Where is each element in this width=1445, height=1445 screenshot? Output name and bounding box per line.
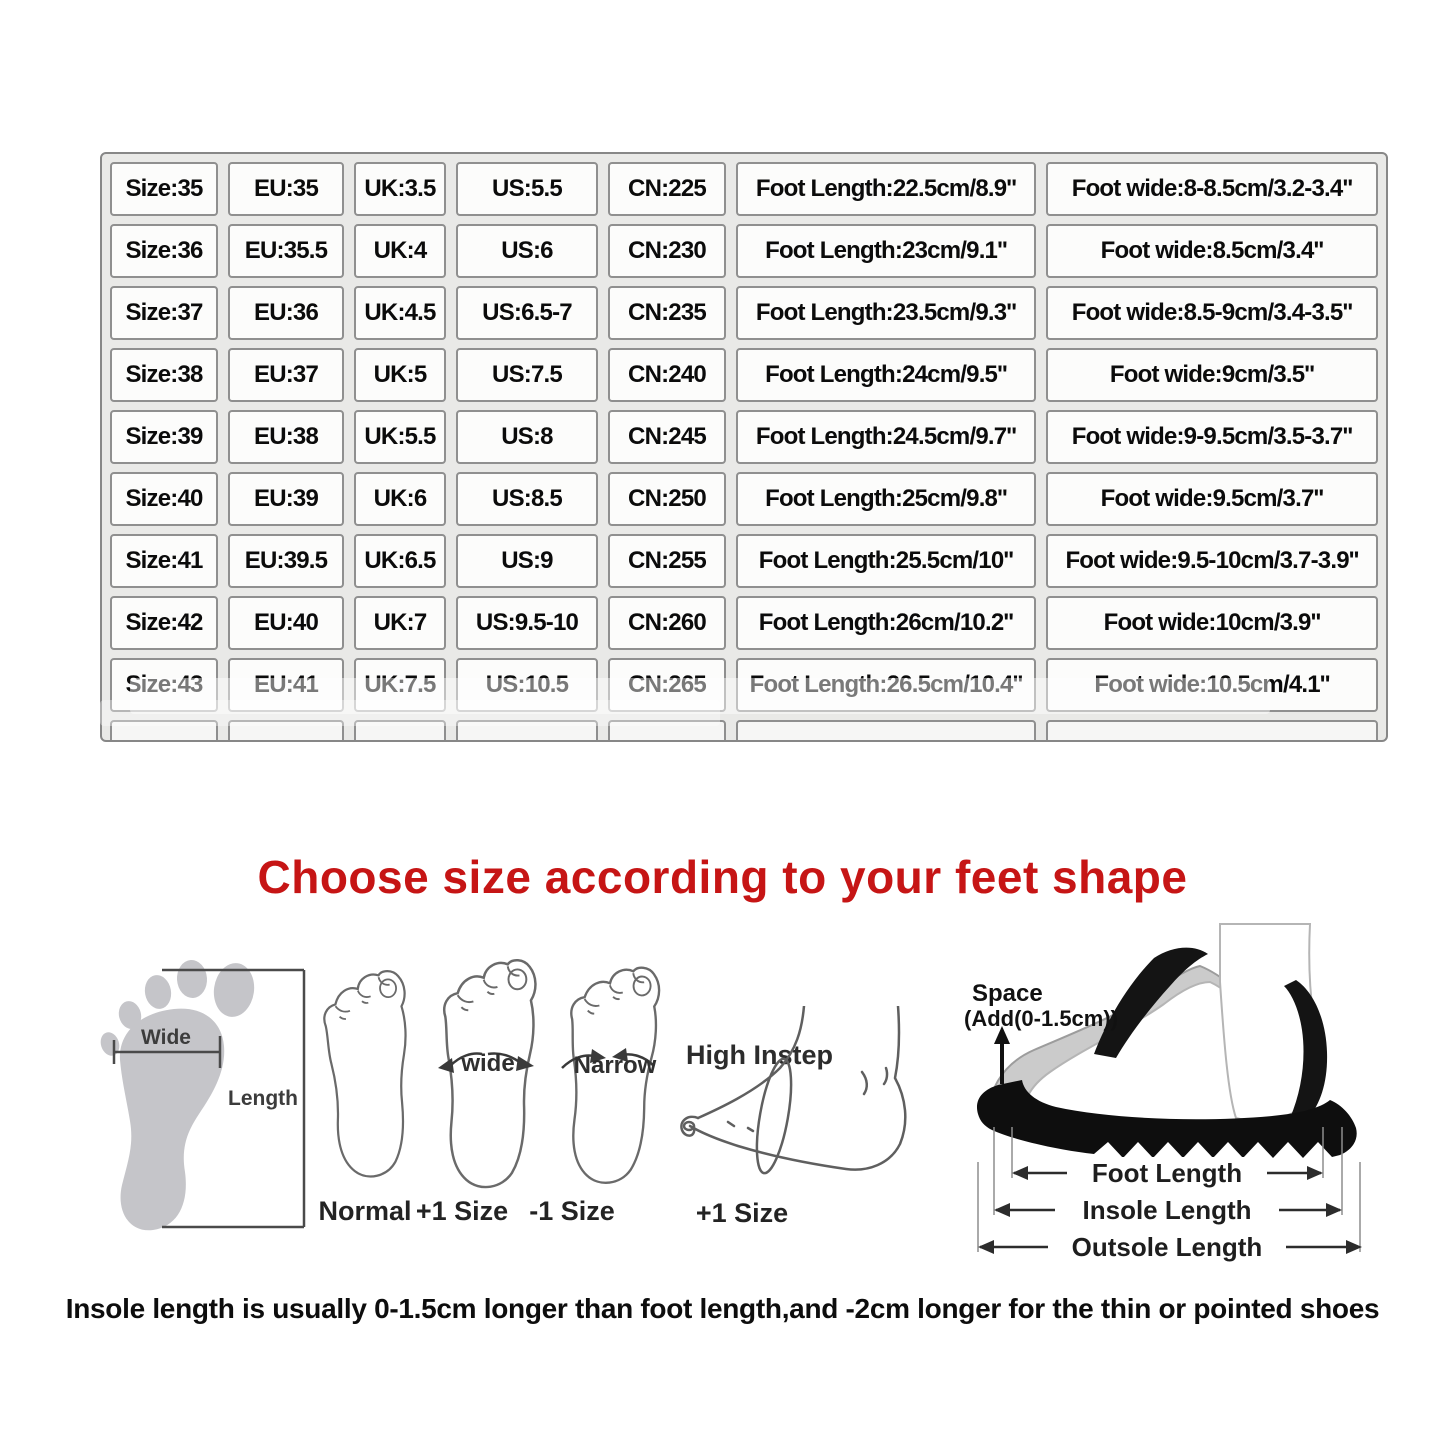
cell-foot_wide: Foot wide:8.5cm/3.4'' [1046, 224, 1378, 278]
cell-uk: UK:4.5 [354, 286, 446, 340]
cell-us: US:8 [456, 410, 598, 464]
foot-caption-minus1: -1 Size [529, 1196, 615, 1226]
cell-foot_length: Foot Length:22.5cm/8.9'' [736, 162, 1036, 216]
cell-foot_wide: Foot wide:10.5cm/4.1'' [1046, 658, 1378, 712]
cell-foot_wide: Foot wide:9cm/3.5'' [1046, 348, 1378, 402]
cell-uk: UK:7.5 [354, 658, 446, 712]
cell-cn: CN:240 [608, 348, 726, 402]
wide-label: Wide [141, 1026, 191, 1049]
cell-partial [736, 720, 1036, 742]
cell-foot_wide: Foot wide:10cm/3.9'' [1046, 596, 1378, 650]
space-note: (Add(0-1.5cm)) [964, 1006, 1119, 1031]
cell-foot_wide: Foot wide:8-8.5cm/3.2-3.4'' [1046, 162, 1378, 216]
cell-cn: CN:245 [608, 410, 726, 464]
cell-partial [1046, 720, 1378, 742]
foot-length-label: Foot Length [1067, 1157, 1267, 1189]
cell-uk: UK:6 [354, 472, 446, 526]
cell-eu: EU:39.5 [228, 534, 344, 588]
cell-foot_wide: Foot wide:9.5-10cm/3.7-3.9'' [1046, 534, 1378, 588]
size-table [100, 152, 1388, 742]
cell-foot_length: Foot Length:25cm/9.8'' [736, 472, 1036, 526]
cell-foot_length: Foot Length:25.5cm/10'' [736, 534, 1036, 588]
cell-foot_length: Foot Length:24cm/9.5'' [736, 348, 1036, 402]
cell-foot_length: Foot Length:23.5cm/9.3'' [736, 286, 1036, 340]
cell-us: US:7.5 [456, 348, 598, 402]
cell-eu: EU:41 [228, 658, 344, 712]
cell-partial [608, 720, 726, 742]
cell-eu: EU:40 [228, 596, 344, 650]
cell-foot_length: Foot Length:24.5cm/9.7'' [736, 410, 1036, 464]
cell-us: US:8.5 [456, 472, 598, 526]
cell-foot_wide: Foot wide:9-9.5cm/3.5-3.7'' [1046, 410, 1378, 464]
cell-size: Size:40 [110, 472, 218, 526]
size-table-grid [110, 162, 1378, 742]
cell-eu: EU:36 [228, 286, 344, 340]
length-label: Length [228, 1087, 298, 1110]
cell-us: US:5.5 [456, 162, 598, 216]
heading-text: Choose size according to your feet shape [257, 851, 1188, 903]
cell-size: Size:37 [110, 286, 218, 340]
high-instep-annotation: High Instep [686, 1040, 833, 1070]
cell-uk: UK:6.5 [354, 534, 446, 588]
cell-cn: CN:265 [608, 658, 726, 712]
cell-cn: CN:250 [608, 472, 726, 526]
cell-size: Size:39 [110, 410, 218, 464]
cell-cn: CN:225 [608, 162, 726, 216]
cell-eu: EU:35.5 [228, 224, 344, 278]
cell-eu: EU:38 [228, 410, 344, 464]
cell-eu: EU:39 [228, 472, 344, 526]
footprint-diagram [96, 952, 326, 1247]
foot-caption-normal: Normal [318, 1196, 412, 1226]
cell-foot_wide: Foot wide:8.5-9cm/3.4-3.5'' [1046, 286, 1378, 340]
insole-length-label: Insole Length [1055, 1194, 1279, 1226]
cell-us: US:6.5-7 [456, 286, 598, 340]
cell-cn: CN:235 [608, 286, 726, 340]
cell-cn: CN:230 [608, 224, 726, 278]
cell-partial [354, 720, 446, 742]
cell-partial [110, 720, 218, 742]
cell-size: Size:35 [110, 162, 218, 216]
cell-uk: UK:4 [354, 224, 446, 278]
cell-partial [228, 720, 344, 742]
cell-cn: CN:255 [608, 534, 726, 588]
cell-uk: UK:7 [354, 596, 446, 650]
foot-caption-instep-plus1: +1 Size [695, 1198, 789, 1228]
space-label: Space [972, 980, 1043, 1007]
high-instep-diagram [676, 1006, 924, 1192]
cell-cn: CN:260 [608, 596, 726, 650]
section-heading [0, 850, 1445, 904]
cell-uk: UK:3.5 [354, 162, 446, 216]
narrow-annotation: Narrow [573, 1052, 657, 1079]
cell-uk: UK:5.5 [354, 410, 446, 464]
cell-foot_length: Foot Length:23cm/9.1'' [736, 224, 1036, 278]
cell-us: US:9.5-10 [456, 596, 598, 650]
wide-annotation: wide [461, 1050, 515, 1077]
cell-size: Size:36 [110, 224, 218, 278]
foot-caption-plus1: +1 Size [415, 1196, 509, 1226]
cell-eu: EU:37 [228, 348, 344, 402]
footnote: Insole length is usually 0-1.5cm longer than foot length,and -2cm longer for the thin or pointed shoes [65, 1293, 1380, 1324]
cell-size: Size:38 [110, 348, 218, 402]
cell-us: US:6 [456, 224, 598, 278]
outsole-length-label: Outsole Length [1048, 1231, 1286, 1263]
cell-us: US:10.5 [456, 658, 598, 712]
cell-eu: EU:35 [228, 162, 344, 216]
cell-us: US:9 [456, 534, 598, 588]
cell-uk: UK:5 [354, 348, 446, 402]
cell-size: Size:43 [110, 658, 218, 712]
cell-size: Size:42 [110, 596, 218, 650]
cell-partial [456, 720, 598, 742]
cell-size: Size:41 [110, 534, 218, 588]
cell-foot_wide: Foot wide:9.5cm/3.7'' [1046, 472, 1378, 526]
foot-normal [310, 960, 420, 1193]
cell-foot_length: Foot Length:26.5cm/10.4'' [736, 658, 1036, 712]
cell-foot_length: Foot Length:26cm/10.2'' [736, 596, 1036, 650]
